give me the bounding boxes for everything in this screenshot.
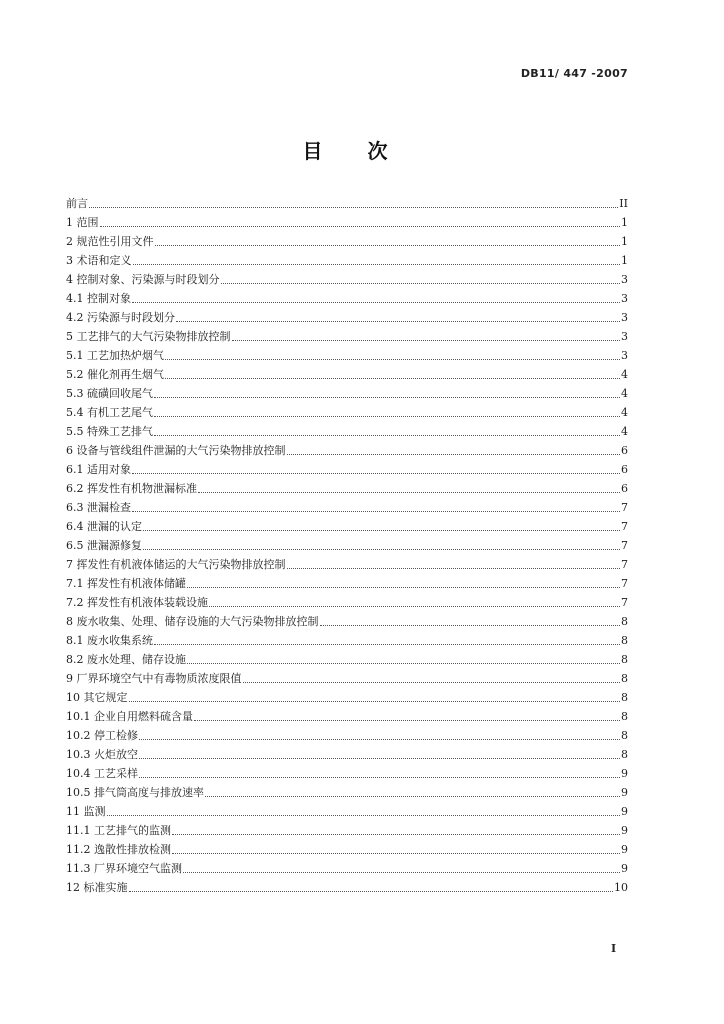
dot-leader	[89, 207, 618, 208]
dot-leader	[154, 416, 620, 417]
toc-entry-label: 7.2 挥发性有机液体装载设施	[66, 596, 208, 609]
toc-entry	[66, 631, 628, 650]
toc-entry-page: 7	[621, 577, 628, 590]
toc-entry-page: 9	[621, 843, 628, 856]
toc-entry	[66, 536, 628, 555]
toc-entry-page: 8	[621, 634, 628, 647]
dot-leader	[176, 321, 620, 322]
toc-entry	[66, 802, 628, 821]
toc-entry	[66, 479, 628, 498]
toc-entry-label: 4 控制对象、污染源与时段划分	[66, 273, 220, 286]
toc-entry-page: 3	[621, 330, 628, 343]
toc-entry-page: 8	[621, 615, 628, 628]
dot-leader	[132, 473, 620, 474]
toc-entry	[66, 441, 628, 460]
dot-leader	[154, 397, 620, 398]
toc-entry-page: 6	[621, 482, 628, 495]
dot-leader	[198, 492, 620, 493]
toc-entry-label: 4.1 控制对象	[66, 292, 131, 305]
dot-leader	[232, 340, 621, 341]
toc-entry	[66, 213, 628, 232]
toc-entry-page: 8	[621, 729, 628, 742]
toc-entry-page: 10	[614, 881, 628, 894]
dot-leader	[143, 549, 620, 550]
toc-entry-page: 9	[621, 767, 628, 780]
dot-leader	[172, 853, 620, 854]
table-of-contents	[66, 194, 628, 897]
toc-entry-label: 11.3 厂界环境空气监测	[66, 862, 182, 875]
toc-entry-label: 5.3 硫磺回收尾气	[66, 387, 153, 400]
toc-entry	[66, 555, 628, 574]
toc-entry	[66, 688, 628, 707]
dot-leader	[287, 454, 621, 455]
toc-entry-page: 3	[621, 292, 628, 305]
dot-leader	[139, 758, 620, 759]
toc-entry-label: 6.5 泄漏源修复	[66, 539, 142, 552]
toc-entry	[66, 403, 628, 422]
toc-entry-page: 8	[621, 691, 628, 704]
toc-entry	[66, 289, 628, 308]
toc-entry	[66, 821, 628, 840]
page-title: 目 次	[302, 139, 388, 163]
toc-entry-page: 9	[621, 824, 628, 837]
toc-entry-label: 9 厂界环境空气中有毒物质浓度限值	[66, 672, 242, 685]
toc-entry-page: 6	[621, 463, 628, 476]
toc-entry-page: 7	[621, 501, 628, 514]
toc-entry-page: 4	[621, 387, 628, 400]
dot-leader	[154, 644, 620, 645]
toc-entry	[66, 612, 628, 631]
toc-entry	[66, 327, 628, 346]
dot-leader	[205, 796, 620, 797]
toc-entry	[66, 764, 628, 783]
toc-entry	[66, 574, 628, 593]
toc-entry	[66, 707, 628, 726]
toc-entry	[66, 840, 628, 859]
dot-leader	[183, 872, 620, 873]
toc-entry-page: 3	[621, 311, 628, 324]
toc-entry-page: 9	[621, 805, 628, 818]
toc-entry-label: 2 规范性引用文件	[66, 235, 154, 248]
toc-entry-page: 8	[621, 672, 628, 685]
toc-entry	[66, 270, 628, 289]
toc-entry-page: II	[619, 197, 628, 210]
toc-entry	[66, 517, 628, 536]
dot-leader	[100, 226, 621, 227]
dot-leader	[221, 283, 621, 284]
toc-entry-page: 4	[621, 368, 628, 381]
toc-entry-label: 10.3 火炬放空	[66, 748, 138, 761]
toc-entry-page: 7	[621, 558, 628, 571]
standard-code: DB11/ 447 -2007	[520, 67, 628, 80]
toc-entry	[66, 593, 628, 612]
dot-leader	[154, 435, 620, 436]
dot-leader	[194, 720, 620, 721]
dot-leader	[133, 264, 621, 265]
toc-entry-label: 11 监测	[66, 805, 106, 818]
dot-leader	[165, 359, 620, 360]
toc-entry-page: 8	[621, 710, 628, 723]
toc-entry-label: 10.2 停工检修	[66, 729, 138, 742]
toc-entry-label: 6.4 泄漏的认定	[66, 520, 142, 533]
toc-entry	[66, 308, 628, 327]
toc-entry-page: 1	[621, 235, 628, 248]
toc-entry-label: 5.2 催化剂再生烟气	[66, 368, 164, 381]
toc-entry-page: 6	[621, 444, 628, 457]
toc-entry	[66, 422, 628, 441]
toc-entry-page: 7	[621, 539, 628, 552]
dot-leader	[320, 625, 621, 626]
dot-leader	[143, 530, 620, 531]
toc-entry-label: 10.4 工艺采样	[66, 767, 138, 780]
dot-leader	[129, 891, 614, 892]
dot-leader	[155, 245, 621, 246]
toc-entry-label: 10 其它规定	[66, 691, 128, 704]
toc-entry	[66, 365, 628, 384]
dot-leader	[129, 701, 621, 702]
dot-leader	[107, 815, 621, 816]
toc-entry-page: 3	[621, 349, 628, 362]
dot-leader	[243, 682, 621, 683]
toc-entry-label: 6 设备与管线组件泄漏的大气污染物排放控制	[66, 444, 286, 457]
toc-entry-label: 11.1 工艺排气的监测	[66, 824, 171, 837]
dot-leader	[165, 378, 620, 379]
dot-leader	[139, 739, 620, 740]
dot-leader	[187, 663, 620, 664]
toc-entry-label: 7.1 挥发性有机液体储罐	[66, 577, 186, 590]
toc-entry-label: 6.1 适用对象	[66, 463, 131, 476]
toc-entry-page: 7	[621, 520, 628, 533]
toc-entry	[66, 498, 628, 517]
toc-entry-label: 5.5 特殊工艺排气	[66, 425, 153, 438]
toc-entry	[66, 745, 628, 764]
toc-entry	[66, 650, 628, 669]
toc-entry-label: 8 废水收集、处理、储存设施的大气污染物排放控制	[66, 615, 319, 628]
toc-entry-label: 8.2 废水处理、储存设施	[66, 653, 186, 666]
toc-entry-label: 7 挥发性有机液体储运的大气污染物排放控制	[66, 558, 286, 571]
toc-entry-page: 1	[621, 216, 628, 229]
toc-entry-label: 5 工艺排气的大气污染物排放控制	[66, 330, 231, 343]
dot-leader	[209, 606, 620, 607]
toc-entry-page: 4	[621, 406, 628, 419]
page-number: I	[611, 942, 617, 955]
toc-entry	[66, 384, 628, 403]
toc-entry	[66, 669, 628, 688]
toc-entry-label: 10.5 排气筒高度与排放速率	[66, 786, 204, 799]
toc-entry	[66, 232, 628, 251]
toc-entry-page: 4	[621, 425, 628, 438]
toc-entry	[66, 251, 628, 270]
toc-entry-label: 5.1 工艺加热炉烟气	[66, 349, 164, 362]
toc-entry	[66, 460, 628, 479]
toc-entry-label: 5.4 有机工艺尾气	[66, 406, 153, 419]
toc-entry-label: 6.3 泄漏检查	[66, 501, 131, 514]
toc-entry	[66, 726, 628, 745]
toc-entry-page: 9	[621, 786, 628, 799]
dot-leader	[187, 587, 620, 588]
toc-entry	[66, 878, 628, 897]
toc-entry-page: 1	[621, 254, 628, 267]
toc-entry-label: 11.2 逸散性排放检测	[66, 843, 171, 856]
toc-entry-label: 8.1 废水收集系统	[66, 634, 153, 647]
toc-entry-page: 8	[621, 653, 628, 666]
toc-entry-label: 12 标准实施	[66, 881, 128, 894]
toc-entry	[66, 194, 628, 213]
toc-entry-label: 前言	[66, 197, 88, 210]
toc-entry	[66, 859, 628, 878]
toc-entry-page: 8	[621, 748, 628, 761]
toc-entry-label: 4.2 污染源与时段划分	[66, 311, 175, 324]
toc-entry	[66, 783, 628, 802]
dot-leader	[132, 511, 620, 512]
toc-entry-label: 1 范围	[66, 216, 99, 229]
dot-leader	[172, 834, 620, 835]
toc-entry-page: 9	[621, 862, 628, 875]
dot-leader	[132, 302, 620, 303]
dot-leader	[287, 568, 621, 569]
dot-leader	[139, 777, 620, 778]
toc-entry-page: 7	[621, 596, 628, 609]
toc-entry-label: 3 术语和定义	[66, 254, 132, 267]
toc-entry	[66, 346, 628, 365]
toc-entry-label: 10.1 企业自用燃料硫含量	[66, 710, 193, 723]
toc-entry-label: 6.2 挥发性有机物泄漏标准	[66, 482, 197, 495]
toc-entry-page: 3	[621, 273, 628, 286]
